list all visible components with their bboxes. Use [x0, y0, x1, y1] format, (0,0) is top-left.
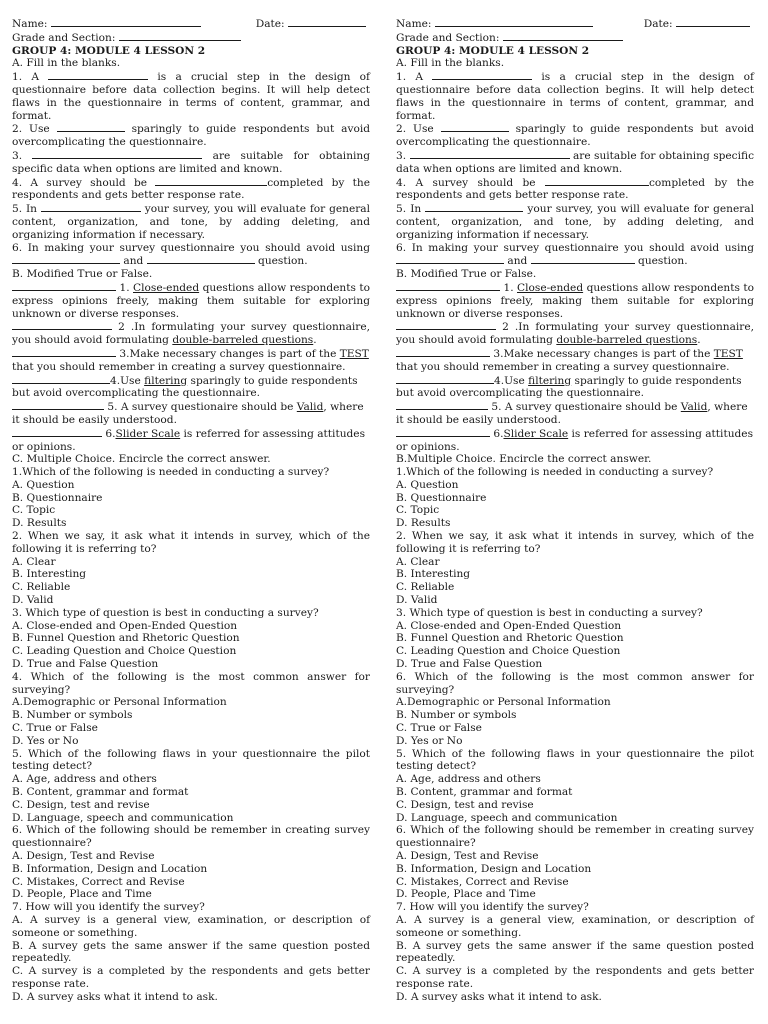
answer-blank[interactable]: [396, 320, 496, 330]
mc-option[interactable]: A. Design, Test and Revise: [396, 850, 539, 862]
mc-option[interactable]: B. Number or symbols: [396, 709, 517, 722]
part-b-q2: 2 .In formulating your survey questionnaire, you should avoid formulating double-barreled questions.: [12, 321, 370, 347]
part-a-q5: 5. In your survey, you will evaluate for general content, organization, and tone, by adding deleting, and organizing information if necessary.: [12, 203, 371, 241]
mc-option[interactable]: A.Demographic or Personal Information: [396, 696, 611, 709]
answer-blank[interactable]: [48, 70, 148, 80]
grade-blank[interactable]: [119, 31, 241, 41]
part-a-q1: 1. A is a crucial step in the design of questionnaire before data collection begins. It will help detect flaws in the questionnaire in terms of content, grammar, and format.: [12, 71, 370, 122]
part-b-q1: 1. Close-ended questions allow respondents to express opinions freely, making them suitable for exploring unknown or diverse responses.: [396, 281, 754, 320]
mc-q7: 7. How will you identify the survey?: [396, 901, 589, 914]
answer-blank[interactable]: [12, 400, 104, 410]
answer-blank[interactable]: [432, 70, 532, 80]
mc-option[interactable]: A. Question: [396, 478, 459, 491]
worksheet-title: GROUP 4: MODULE 4 LESSON 2: [12, 44, 206, 57]
worksheet-left: [12, 17, 370, 1004]
answer-blank[interactable]: [545, 176, 649, 186]
name-blank[interactable]: [51, 17, 201, 27]
answer-blank[interactable]: [396, 281, 500, 291]
mc-option[interactable]: C. True or False: [396, 722, 482, 735]
mc-q7: 7. How will you identify the survey?: [12, 901, 205, 914]
part-a-q1: 1. A is a crucial step in the design of questionnaire before data collection begins. It will help detect flaws in the questionnaire in terms of content, grammar, and format.: [396, 71, 754, 122]
mc-option[interactable]: D. People, Place and Time: [12, 888, 152, 901]
mc-option[interactable]: D. People, Place and Time: [396, 888, 536, 901]
mc-option[interactable]: C. True or False: [12, 722, 98, 735]
part-b-q5: 5. A survey questionaire should be Valid, where it should be easily understood.: [12, 401, 364, 426]
mc-option[interactable]: C. Leading Question and Choice Question: [12, 645, 237, 658]
answer-blank[interactable]: [12, 427, 102, 437]
mc-option[interactable]: A. Clear: [12, 555, 56, 568]
mc-option[interactable]: A. A survey is a general view, examination, or description of someone or something.: [396, 913, 754, 939]
mc-option[interactable]: C. Mistakes, Correct and Revise: [12, 875, 185, 888]
mc-option[interactable]: D. True and False Question: [12, 658, 159, 671]
mc-option[interactable]: A. Age, address and others: [12, 773, 157, 786]
mc-q2: 2. When we say, it ask what it intends in survey, which of the following it is referring to?: [12, 530, 370, 555]
mc-q5: 5. Which of the following flaws in your questionnaire the pilot testing detect?: [12, 747, 370, 773]
part-a-q6: 6. In making your survey questionnaire you should avoid using and question.: [396, 241, 754, 268]
grade-label: Grade and Section:: [396, 31, 500, 44]
answer-blank[interactable]: [32, 149, 202, 159]
mc-q1: 1.Which of the following is needed in conducting a survey?: [396, 466, 714, 479]
part-a-q3: 3. are suitable for obtaining specific data when options are limited and known.: [12, 149, 371, 175]
part-b-q4: 4.Use filtering sparingly to guide respondents but avoid overcomplicating the questionnaire.: [396, 374, 742, 400]
mc-option[interactable]: C. Mistakes, Correct and Revise: [396, 875, 569, 888]
part-b-q2: 2 .In formulating your survey questionnaire, you should avoid formulating double-barreled questions.: [396, 321, 754, 347]
mc-option[interactable]: A. Close-ended and Open-Ended Question: [396, 619, 622, 632]
answer-blank[interactable]: [12, 320, 112, 330]
part-c-title: C. Multiple Choice. Encircle the correct answer.: [12, 453, 271, 466]
mc-option[interactable]: D. Valid: [396, 594, 438, 607]
mc-q4: 6. Which of the following is the most common answer for surveying?: [396, 670, 754, 696]
mc-option[interactable]: B. Content, grammar and format: [12, 786, 189, 799]
part-c-title: B.Multiple Choice. Encircle the correct answer.: [396, 453, 652, 466]
part-b-q6: 6.Slider Scale is referred for assessing attitudes or opinions.: [396, 427, 754, 453]
name-label: Name:: [396, 18, 432, 30]
mc-option[interactable]: A.Demographic or Personal Information: [12, 696, 227, 709]
part-b-q3: 3.Make necessary changes is part of the TEST that you should remember in creating a survey questionnaire.: [396, 347, 743, 373]
mc-option[interactable]: A. A survey is a general view, examination, or description of someone or something.: [12, 913, 370, 939]
mc-q6: 6. Which of the following should be remember in creating survey questionnaire?: [396, 824, 754, 850]
answer-blank[interactable]: [396, 374, 494, 384]
mc-option[interactable]: A. Close-ended and Open-Ended Question: [12, 619, 238, 632]
part-a-q2: 2. Use sparingly to guide respondents but avoid overcomplicating the questionnaire.: [12, 123, 370, 149]
part-a-q3: 3. are suitable for obtaining specific data when options are limited and known.: [396, 149, 755, 175]
mc-option[interactable]: C. Reliable: [396, 581, 455, 594]
mc-option[interactable]: C. Topic: [12, 504, 56, 517]
mc-q2: 2. When we say, it ask what it intends in survey, which of the following it is referring to?: [396, 530, 754, 555]
grade-row: [12, 31, 370, 45]
answer-blank[interactable]: [410, 149, 570, 159]
mc-option[interactable]: D. A survey asks what it intend to ask.: [12, 990, 218, 1003]
part-a-q2: 2. Use sparingly to guide respondents but avoid overcomplicating the questionnaire.: [396, 123, 754, 149]
answer-blank[interactable]: [396, 400, 488, 410]
name-date-row: [396, 17, 754, 31]
answer-blank[interactable]: [396, 427, 490, 437]
part-a-q6: 6. In making your survey questionnaire you should avoid using and question.: [12, 241, 370, 268]
mc-option[interactable]: D. Language, speech and communication: [12, 811, 234, 824]
name-label: Name:: [12, 18, 48, 30]
mc-option[interactable]: B. Funnel Question and Rhetoric Question: [396, 632, 624, 645]
mc-option[interactable]: A. Question: [12, 478, 75, 491]
mc-q5: 5. Which of the following flaws in your questionnaire the pilot testing detect?: [396, 747, 754, 773]
grade-blank[interactable]: [503, 31, 623, 41]
date-blank[interactable]: [288, 17, 366, 27]
date-label: Date:: [643, 18, 673, 30]
mc-option[interactable]: B. Questionnaire: [12, 491, 103, 504]
part-b-q4: 4.Use filtering sparingly to guide respondents but avoid overcomplicating the questionnaire.: [12, 374, 358, 400]
mc-option[interactable]: A. Design, Test and Revise: [12, 850, 155, 862]
grade-row: [396, 31, 754, 45]
mc-option[interactable]: C. Design, test and revise: [12, 798, 150, 811]
answer-blank[interactable]: [147, 254, 255, 264]
part-a-q5: 5. In your survey, you will evaluate for general content, organization, and tone, by adding deleting, and organizing information if necessary.: [396, 203, 754, 241]
mc-option[interactable]: B. A survey gets the same answer if the same question posted repeatedly.: [12, 939, 370, 965]
part-a-q4: 4. A survey should be completed by the respondents and gets better response rate.: [12, 176, 370, 202]
answer-blank[interactable]: [57, 122, 125, 132]
grade-label: Grade and Section:: [12, 31, 116, 44]
name-blank[interactable]: [435, 17, 593, 27]
mc-option[interactable]: D. True and False Question: [396, 658, 543, 671]
mc-option[interactable]: B. Funnel Question and Rhetoric Question: [12, 632, 240, 645]
part-b-q6: 6.Slider Scale is referred for assessing attitudes or opinions.: [12, 427, 366, 453]
mc-option[interactable]: A. Clear: [396, 555, 440, 568]
mc-option[interactable]: C. Topic: [396, 504, 440, 517]
answer-blank[interactable]: [12, 254, 120, 264]
answer-blank[interactable]: [396, 347, 490, 357]
answer-blank[interactable]: [12, 347, 116, 357]
mc-option[interactable]: D. Language, speech and communication: [396, 811, 618, 824]
mc-option[interactable]: B. A survey gets the same answer if the same question posted repeatedly.: [396, 939, 754, 965]
worksheet-title: GROUP 4: MODULE 4 LESSON 2: [396, 44, 590, 57]
mc-option[interactable]: C. A survey is a completed by the respondents and gets better response rate.: [396, 965, 754, 990]
name-date-row: [12, 17, 370, 31]
mc-q6: 6. Which of the following should be remember in creating survey questionnaire?: [12, 824, 370, 850]
part-b-q1: 1. Close-ended questions allow respondents to express opinions freely, making them suitable for exploring unknown or diverse responses.: [12, 281, 370, 320]
part-b-q5: 5. A survey questionaire should be Valid, where it should be easily understood.: [396, 401, 748, 426]
part-a-q4: 4. A survey should be completed by the respondents and gets better response rate.: [396, 176, 754, 202]
answer-blank[interactable]: [441, 122, 509, 132]
mc-option[interactable]: D. Valid: [12, 594, 54, 607]
mc-option[interactable]: D. Results: [12, 517, 67, 530]
mc-option[interactable]: B. Content, grammar and format: [396, 786, 573, 799]
mc-option[interactable]: C. Leading Question and Choice Question: [396, 645, 621, 658]
mc-option[interactable]: B. Questionnaire: [396, 491, 487, 504]
mc-option[interactable]: D. Yes or No: [12, 734, 79, 747]
answer-blank[interactable]: [396, 254, 504, 264]
mc-option[interactable]: C. Reliable: [12, 581, 71, 594]
mc-option[interactable]: C. Design, test and revise: [396, 798, 534, 811]
answer-blank[interactable]: [41, 202, 141, 212]
part-a-title: A. Fill in the blanks.: [12, 57, 121, 70]
part-b-title: B. Modified True or False.: [12, 268, 153, 281]
mc-option[interactable]: D. Yes or No: [396, 734, 463, 747]
mc-q1: 1.Which of the following is needed in conducting a survey?: [12, 466, 330, 479]
mc-option[interactable]: B. Number or symbols: [12, 709, 133, 722]
answer-blank[interactable]: [12, 281, 116, 291]
mc-option[interactable]: A. Age, address and others: [396, 773, 541, 786]
answer-blank[interactable]: [531, 254, 635, 264]
part-b-title: B. Modified True or False.: [396, 268, 537, 281]
mc-option[interactable]: D. Results: [396, 517, 451, 530]
answer-blank[interactable]: [155, 176, 267, 186]
mc-option[interactable]: B. Interesting: [12, 568, 87, 581]
part-b-q3: 3.Make necessary changes is part of the TEST that you should remember in creating a survey questionnaire.: [12, 347, 369, 373]
date-blank[interactable]: [676, 17, 750, 27]
mc-option[interactable]: B. Interesting: [396, 568, 471, 581]
date-label: Date:: [255, 18, 285, 30]
mc-q3: 3. Which type of question is best in conducting a survey?: [12, 606, 319, 619]
mc-option[interactable]: D. A survey asks what it intend to ask.: [396, 990, 602, 1003]
mc-option[interactable]: B. Information, Design and Location: [396, 862, 592, 875]
worksheet-right: [396, 17, 754, 1004]
mc-q4: 4. Which of the following is the most common answer for surveying?: [12, 670, 370, 696]
mc-q3: 3. Which type of question is best in conducting a survey?: [396, 606, 703, 619]
mc-option[interactable]: B. Information, Design and Location: [12, 862, 208, 875]
part-a-title: A. Fill in the blanks.: [396, 57, 505, 70]
answer-blank[interactable]: [12, 374, 110, 384]
mc-option[interactable]: C. A survey is a completed by the respondents and gets better response rate.: [12, 965, 370, 990]
answer-blank[interactable]: [425, 202, 523, 212]
